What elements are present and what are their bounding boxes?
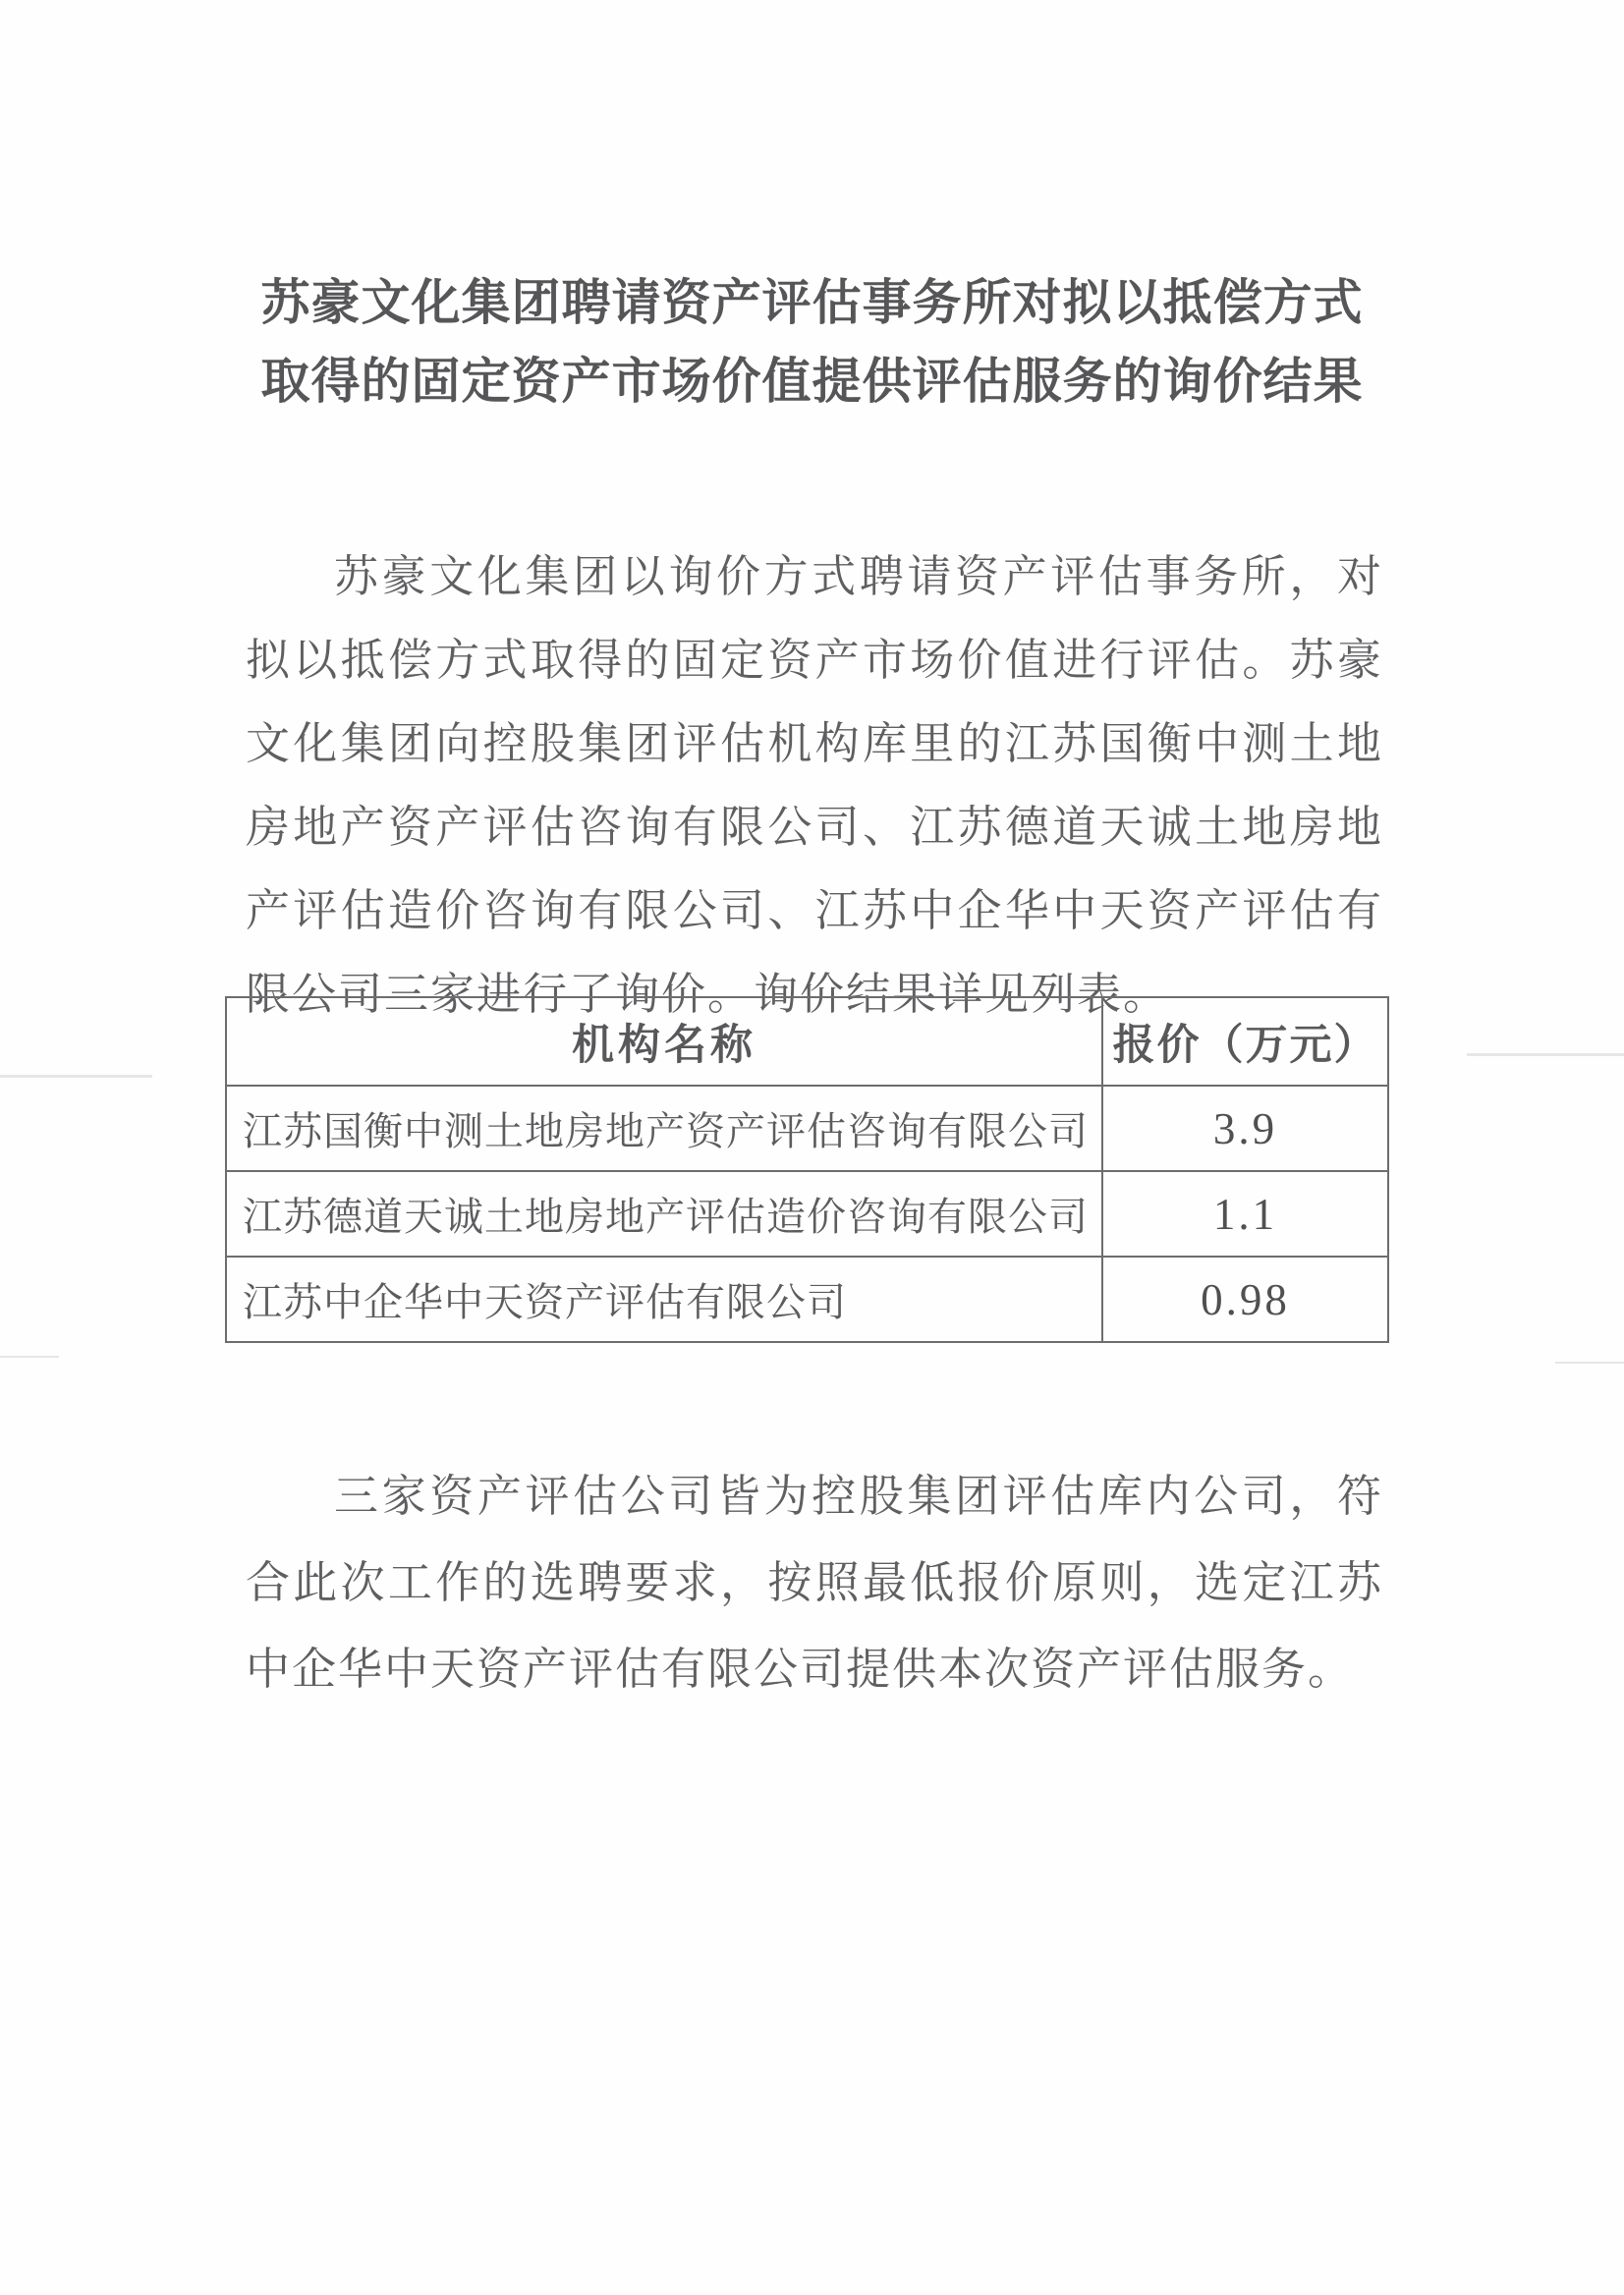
scan-artifact-line <box>1555 1362 1624 1364</box>
scan-artifact-line <box>0 1075 152 1078</box>
title-line-2: 取得的固定资产市场价值提供评估服务的询价结果 <box>260 354 1364 409</box>
column-header-price: 报价（万元） <box>1102 997 1388 1086</box>
quote-table <box>225 996 1389 1343</box>
intro-paragraph: 苏豪文化集团以询价方式聘请资产评估事务所，对拟以抵偿方式取得的固定资产市场价值进行评估。苏豪文化集团向控股集团评估机构库里的江苏国衡中测土地房地产资产评估咨询有限公司、江苏德道天诚土地房地产评估造价咨询有限公司、江苏中企华中天资产评估有限公司三家进行了询价。询价结果详见列表。 <box>246 552 1383 1019</box>
column-header-org-name: 机构名称 <box>226 997 1102 1086</box>
scan-artifact-line <box>0 1356 59 1358</box>
table-row <box>226 1086 1388 1171</box>
org-name-cell: 江苏国衡中测土地房地产资产评估咨询有限公司 <box>226 1086 1102 1171</box>
org-name-cell: 江苏中企华中天资产评估有限公司 <box>226 1257 1102 1342</box>
conclusion-paragraph: 三家资产评估公司皆为控股集团评估库内公司，符合此次工作的选聘要求，按照最低报价原则，选定江苏中企华中天资产评估有限公司提供本次资产评估服务。 <box>246 1472 1383 1694</box>
table-row <box>226 1171 1388 1257</box>
price-cell: 3.9 <box>1102 1086 1388 1171</box>
title-line-1: 苏豪文化集团聘请资产评估事务所对拟以抵偿方式 <box>260 275 1364 330</box>
document-title <box>0 263 1624 420</box>
price-cell: 1.1 <box>1102 1171 1388 1257</box>
table-header-row <box>226 997 1388 1086</box>
scan-artifact-line <box>1467 1053 1624 1056</box>
org-name-cell: 江苏德道天诚土地房地产评估造价咨询有限公司 <box>226 1171 1102 1257</box>
table-row <box>226 1257 1388 1342</box>
price-cell: 0.98 <box>1102 1257 1388 1342</box>
